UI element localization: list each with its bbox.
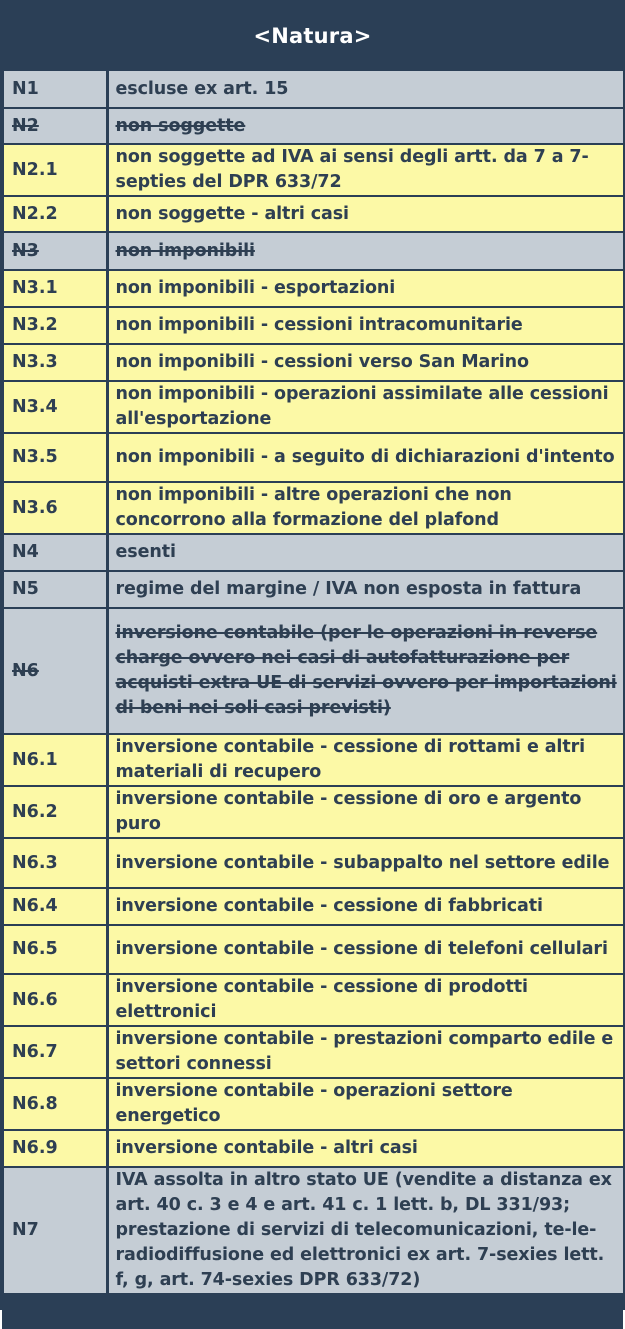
nature-code-cell: N6.3 xyxy=(3,838,107,888)
nature-description-cell: inversione contabile (per le operazioni in reverse charge ovvero nei casi di autofatturazione per acquisti extra UE di servizi ovvero per importazioni di beni nei soli casi previsti) xyxy=(107,608,624,734)
table-row xyxy=(3,381,624,433)
nature-code-cell: N2 xyxy=(3,108,107,144)
nature-code-cell: N6 xyxy=(3,608,107,734)
nature-description-cell: non imponibili - cessioni intracomunitarie xyxy=(107,307,624,344)
nature-description-cell: inversione contabile - subappalto nel settore edile xyxy=(107,838,624,888)
nature-code-cell: N6.2 xyxy=(3,786,107,838)
nature-code-cell: N6.9 xyxy=(3,1130,107,1167)
table-row xyxy=(3,1130,624,1167)
nature-code-cell: N2.1 xyxy=(3,144,107,196)
nature-code-cell: N2.2 xyxy=(3,196,107,232)
nature-code-cell: N6.1 xyxy=(3,734,107,786)
nature-description-cell: inversione contabile - cessione di oro e argento puro xyxy=(107,786,624,838)
nature-description-cell: non imponibili - cessioni verso San Marino xyxy=(107,344,624,381)
nature-description-cell: inversione contabile - cessione di rottami e altri materiali di recupero xyxy=(107,734,624,786)
nature-description-cell: inversione contabile - prestazioni comparto edile e settori connessi xyxy=(107,1026,624,1078)
nature-description-cell: non imponibili - altre operazioni che non concorrono alla formazione del plafond xyxy=(107,482,624,534)
table-row xyxy=(3,534,624,571)
table-row xyxy=(3,70,624,108)
nature-description-cell: escluse ex art. 15 xyxy=(107,70,624,108)
nature-code-cell: N6.6 xyxy=(3,974,107,1026)
table-row xyxy=(3,196,624,232)
nature-code-cell: N3.2 xyxy=(3,307,107,344)
nature-code-cell: N3.6 xyxy=(3,482,107,534)
nature-description-cell: esenti xyxy=(107,534,624,571)
nature-code-cell: N6.4 xyxy=(3,888,107,925)
table-row xyxy=(3,307,624,344)
nature-code-cell: N3.4 xyxy=(3,381,107,433)
nature-description-cell: non soggette - altri casi xyxy=(107,196,624,232)
nature-description-cell: non imponibili - esportazioni xyxy=(107,270,624,307)
nature-code-cell: N6.5 xyxy=(3,925,107,974)
nature-description-cell: inversione contabile - altri casi xyxy=(107,1130,624,1167)
table-row xyxy=(3,344,624,381)
nature-description-cell: inversione contabile - operazioni settore energetico xyxy=(107,1078,624,1130)
table-footer xyxy=(2,1295,623,1329)
nature-code-cell: N4 xyxy=(3,534,107,571)
nature-code-cell: N6.8 xyxy=(3,1078,107,1130)
nature-description-cell: non imponibili xyxy=(107,232,624,270)
nature-description-cell: inversione contabile - cessione di prodotti elettronici xyxy=(107,974,624,1026)
table-row xyxy=(3,270,624,307)
table-title: <Natura> xyxy=(253,23,372,48)
table-row xyxy=(3,108,624,144)
table-row xyxy=(3,144,624,196)
nature-description-cell: non soggette xyxy=(107,108,624,144)
table-row xyxy=(3,232,624,270)
nature-code-cell: N7 xyxy=(3,1167,107,1294)
nature-code-cell: N3.5 xyxy=(3,433,107,482)
table-row xyxy=(3,734,624,786)
nature-code-cell: N1 xyxy=(3,70,107,108)
table-row xyxy=(3,608,624,734)
nature-description-cell: inversione contabile - cessione di fabbricati xyxy=(107,888,624,925)
nature-code-cell: N6.7 xyxy=(3,1026,107,1078)
table-row xyxy=(3,786,624,838)
nature-code-cell: N3.1 xyxy=(3,270,107,307)
nature-description-cell: non imponibili - operazioni assimilate alle cessioni all'esportazione xyxy=(107,381,624,433)
table-row xyxy=(3,974,624,1026)
nature-description-cell: IVA assolta in altro stato UE (vendite a distanza ex art. 40 c. 3 e 4 e art. 41 c. 1 lett. b, DL 331/93; prestazione di servizi di telecomunicazioni, te-le-radiodiffusione ed elettronici ex art. 7-sexies lett. f, g, art. 74-sexies DPR 633/72) xyxy=(107,1167,624,1294)
nature-description-cell: non imponibili - a seguito di dichiarazioni d'intento xyxy=(107,433,624,482)
nature-code-cell: N3.3 xyxy=(3,344,107,381)
table-row xyxy=(3,888,624,925)
table-row xyxy=(3,433,624,482)
table-row xyxy=(3,1026,624,1078)
nature-description-cell: regime del margine / IVA non esposta in fattura xyxy=(107,571,624,608)
nature-code-cell: N3 xyxy=(3,232,107,270)
nature-code-cell: N5 xyxy=(3,571,107,608)
table-row xyxy=(3,1078,624,1130)
table-row xyxy=(3,571,624,608)
table-row xyxy=(3,1167,624,1294)
table-row xyxy=(3,482,624,534)
nature-description-cell: inversione contabile - cessione di telefoni cellulari xyxy=(107,925,624,974)
table-row xyxy=(3,838,624,888)
table-body xyxy=(3,70,624,1294)
natura-table xyxy=(2,69,625,1295)
nature-description-cell: non soggette ad IVA ai sensi degli artt. da 7 a 7-septies del DPR 633/72 xyxy=(107,144,624,196)
table-row xyxy=(3,925,624,974)
table-header xyxy=(2,2,623,69)
